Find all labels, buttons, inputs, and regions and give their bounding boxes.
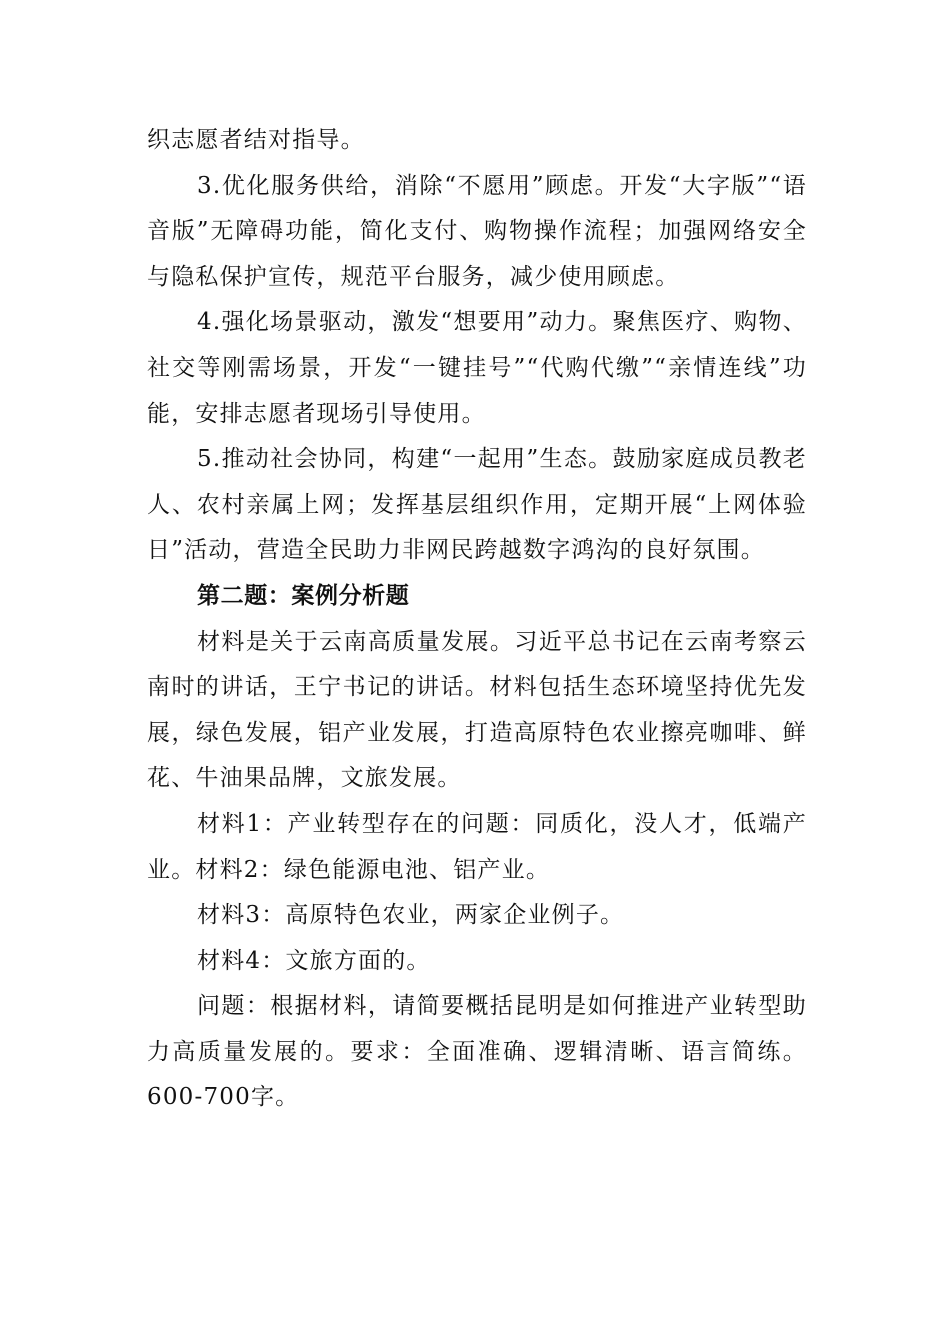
paragraph-continuation: 织志愿者结对指导。	[147, 127, 365, 153]
paragraph-item-4: 4.强化场景驱动，激发“想要用”动力。聚焦医疗、购物、社交等刚需场景，开发“一键挂号”“代购代缴”“亲情连线”功能，安排志愿者现场引导使用。	[147, 309, 807, 427]
paragraph-question: 问题：根据材料，请简要概括昆明是如何推进产业转型助力高质量发展的。要求：全面准确、逻辑清晰、语言简练。600-700字。	[147, 993, 807, 1111]
document-body	[147, 118, 807, 1121]
paragraph-material-4: 材料4：文旅方面的。	[197, 947, 431, 974]
paragraph-material-intro: 材料是关于云南高质量发展。习近平总书记在云南考察云南时的讲话，王宁书记的讲话。材料包括生态环境坚持优先发展，绿色发展，铝产业发展，打造高原特色农业擦亮咖啡、鲜花、牛油果品牌，文旅发展。	[147, 628, 807, 792]
paragraph-material-3: 材料3：高原特色农业，两家企业例子。	[197, 902, 625, 929]
paragraph-material-1-2: 材料1：产业转型存在的问题：同质化，没人才，低端产业。材料2：绿色能源电池、铝产业。	[147, 810, 807, 883]
paragraph-item-5: 5.推动社会协同，构建“一起用”生态。鼓励家庭成员教老人、农村亲属上网；发挥基层组织作用，定期开展“上网体验日”活动，营造全民助力非网民跨越数字鸿沟的良好氛围。	[147, 446, 807, 564]
paragraph-item-3: 3.优化服务供给，消除“不愿用”顾虑。开发“大字版”“语音版”无障碍功能，简化支付、购物操作流程；加强网络安全与隐私保护宣传，规范平台服务，减少使用顾虑。	[147, 172, 807, 290]
section-heading: 第二题：案例分析题	[197, 582, 410, 609]
